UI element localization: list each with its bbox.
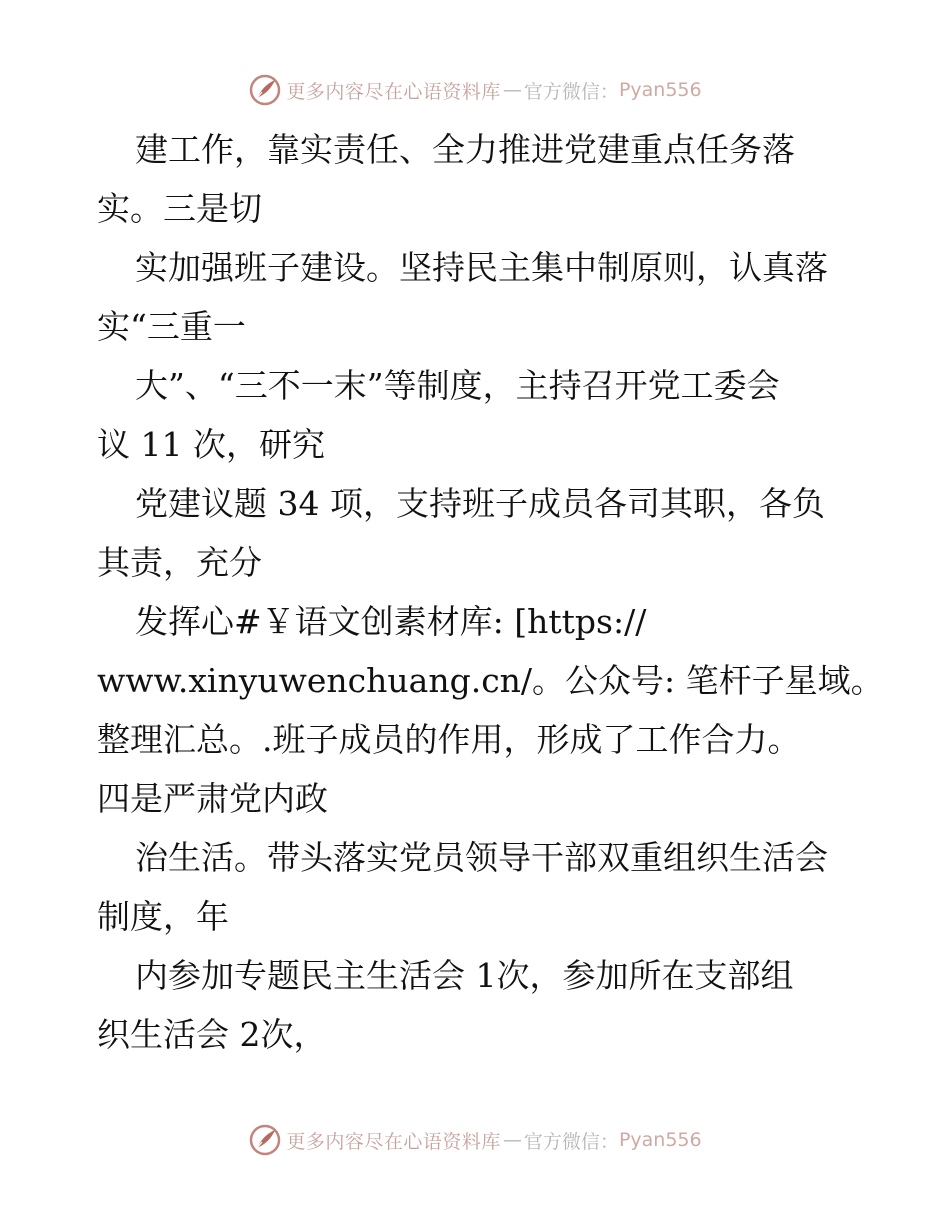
text-line: 建工作，靠实责任、全力推进党建重点任务落 bbox=[135, 130, 795, 169]
document-body bbox=[97, 120, 884, 1064]
text-line: 内参加专题民主生活会 1次，参加所在支部组 bbox=[135, 956, 794, 995]
text-line: 治生活。带头落实党员领导干部双重组织生活会 bbox=[135, 838, 828, 877]
text-line: 其责，充分 bbox=[97, 543, 262, 582]
text-line: 党建议题 34 项，支持班子成员各司其职，各负 bbox=[135, 484, 825, 523]
text-line: 四是严肃党内政 bbox=[97, 779, 328, 818]
text-line: 实。三是切 bbox=[97, 189, 262, 228]
watermark-wechat-label: 官方微信： bbox=[523, 80, 619, 103]
text-line: www.xinyuwenchuang.cn/。公众号: 笔杆子星域。 bbox=[97, 661, 884, 700]
quill-logo-icon bbox=[248, 1123, 282, 1157]
watermark-wechat-id: Pyan556 bbox=[618, 1129, 702, 1151]
text-line: 整理汇总。.班子成员的作用，形成了工作合力。 bbox=[97, 720, 801, 759]
text-line: 议 11 次，研究 bbox=[97, 425, 325, 464]
text-line: 制度，年 bbox=[97, 897, 229, 936]
watermark-text: 更多内容尽在心语资料库 bbox=[286, 80, 501, 103]
footer-watermark bbox=[0, 1123, 950, 1157]
text-line: 大”、“三不一末”等制度，主持召开党工委会 bbox=[135, 366, 780, 405]
text-line: 实加强班子建设。坚持民主集中制原则，认真落 bbox=[135, 248, 828, 287]
text-line: 织生活会 2次， bbox=[97, 1015, 327, 1054]
text-line: 发挥心#￥语文创素材库: [https:// bbox=[135, 602, 647, 641]
watermark-separator: — bbox=[502, 79, 522, 101]
quill-logo-icon bbox=[248, 73, 282, 107]
watermark-wechat-id: Pyan556 bbox=[618, 79, 702, 101]
text-line: 实“三重一 bbox=[97, 307, 246, 346]
watermark-separator: — bbox=[502, 1129, 522, 1151]
header-watermark bbox=[0, 73, 950, 107]
watermark-wechat-label: 官方微信： bbox=[523, 1130, 619, 1153]
watermark-text: 更多内容尽在心语资料库 bbox=[286, 1130, 501, 1153]
